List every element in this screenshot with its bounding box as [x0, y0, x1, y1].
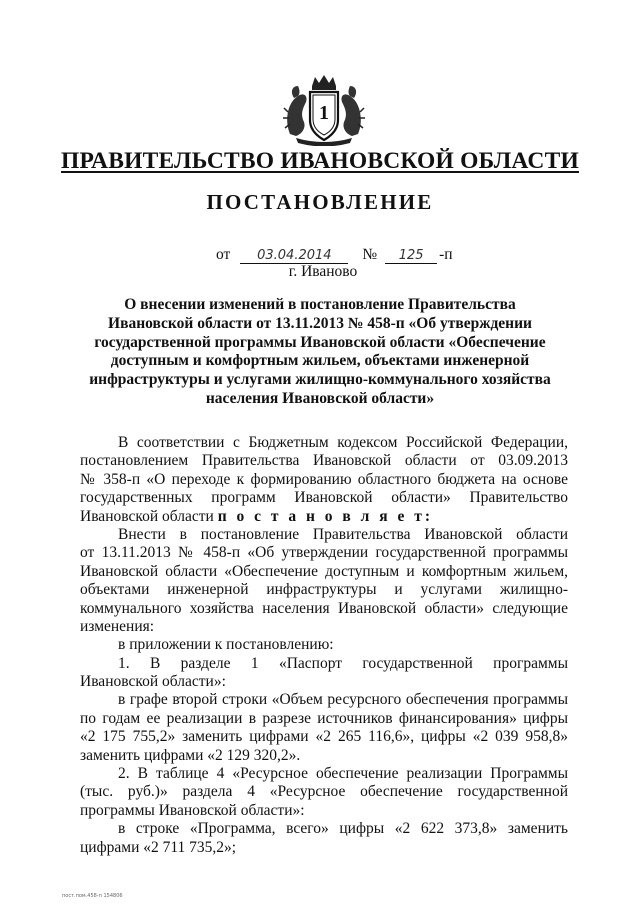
- subject-line: Ивановской области от 13.11.2013 № 458-п «Об утверждении: [108, 314, 532, 332]
- body-line: в графе второй строки «Объем ресурсного обеспечения программы: [118, 691, 568, 709]
- body-line: 2. В таблице 4 «Ресурсное обеспечение реализации Программы: [118, 765, 568, 783]
- body-line: Ивановской области «Обеспечение доступным и комфортным жильем,: [80, 562, 568, 580]
- subject-line: населения Ивановской области»: [205, 389, 435, 407]
- date-prefix: от: [216, 246, 231, 263]
- body-line: государственных программ Ивановской области» Правительство: [80, 489, 568, 507]
- date-number-line: [216, 246, 453, 264]
- document-body: [80, 434, 568, 857]
- body-line: Внести в постановление Правительства Ивановской области: [118, 525, 568, 543]
- coat-of-arms-icon: [282, 72, 366, 146]
- document-subject: [70, 296, 570, 409]
- body-line: по годам ее реализации в разрезе источников финансирования» цифры: [80, 709, 568, 727]
- footer-file-reference: пост.пом.458-п 154806: [62, 893, 123, 899]
- subject-line: инфраструктуры и услугами жилищно-коммунального хозяйства: [89, 371, 551, 389]
- body-line: (тыс. руб.)» раздела 4 «Ресурсное обеспечение государственной: [80, 783, 568, 801]
- body-line: от 13.11.2013 № 458-п «Об утверждении государственной программы: [80, 544, 568, 562]
- body-line: № 358-п «О переходе к формированию областного бюджета на основе: [80, 470, 568, 488]
- subject-line: О внесении изменений в постановление Правительства: [124, 296, 516, 313]
- body-line: цифрами «2 711 735,2»;: [80, 838, 237, 856]
- resolves-word: п о с т а н о в л я е т:: [217, 507, 434, 525]
- body-line: коммунального хозяйства населения Ивановской области» следующие: [80, 599, 568, 617]
- subject-line: государственной программы Ивановской области «Обеспечение: [94, 333, 546, 351]
- city: г. Иваново: [288, 263, 358, 280]
- emblem-figure: 1: [319, 102, 329, 124]
- body-line: В соответствии с Бюджетным кодексом Российской Федерации,: [118, 434, 568, 451]
- number-handwritten: 125: [385, 248, 437, 264]
- body-line: программы Ивановской области»:: [80, 801, 305, 819]
- body-line: «2 175 755,2» заменить цифрами «2 265 116,6», цифры «2 039 958,8»: [80, 728, 568, 746]
- body-line: в приложении к постановлению:: [118, 636, 334, 654]
- document-type: ПОСТАНОВЛЕНИЕ: [206, 190, 434, 214]
- body-line: объектами инженерной инфраструктуры и услугами жилищно-: [80, 581, 568, 599]
- body-line: заменить цифрами «2 129 320,2».: [80, 746, 301, 764]
- body-text: Ивановской области: [80, 507, 214, 525]
- body-line: в строке «Программа, всего» цифры «2 622 373,8» заменить: [118, 820, 568, 838]
- date-handwritten: 03.04.2014: [240, 248, 348, 264]
- body-line: 1. В разделе 1 «Паспорт государственной программы: [118, 654, 568, 672]
- government-title: ПРАВИТЕЛЬСТВО ИВАНОВСКОЙ ОБЛАСТИ: [61, 148, 579, 174]
- body-line: [80, 508, 568, 526]
- body-line: Ивановской области»:: [80, 673, 226, 691]
- number-sign: №: [362, 246, 378, 263]
- body-line: постановлением Правительства Ивановской области от 03.09.2013: [80, 452, 568, 470]
- number-suffix: -п: [439, 246, 453, 263]
- subject-line: доступным и комфортным жильем, объектами инженерной: [110, 352, 530, 370]
- body-line: изменения:: [80, 617, 155, 635]
